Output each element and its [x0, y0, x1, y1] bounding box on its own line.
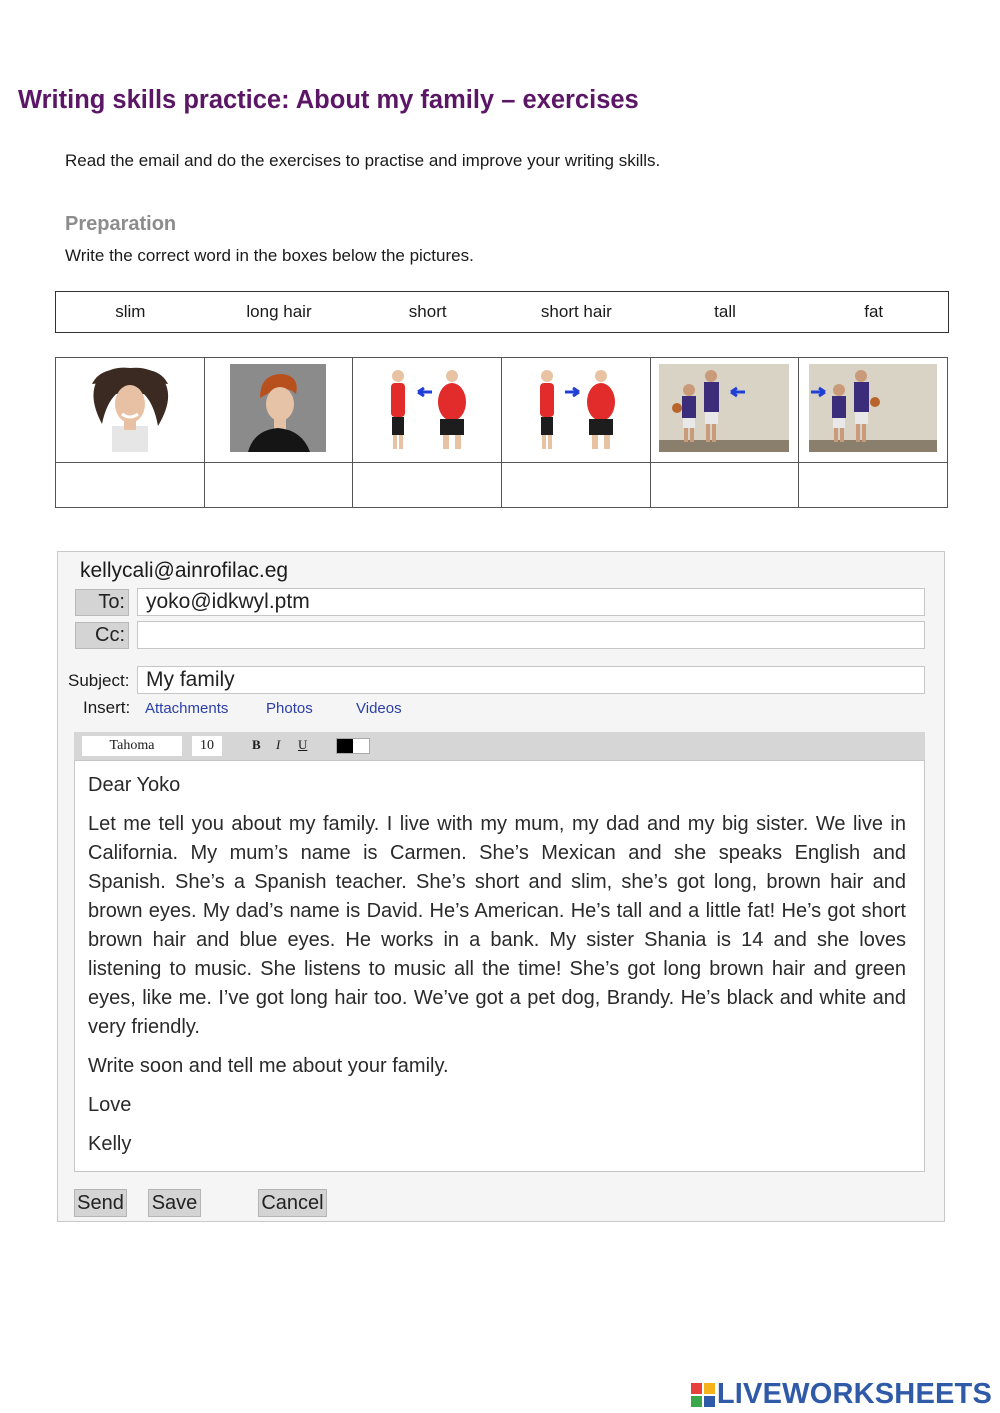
woman-long-hair-photo — [72, 364, 188, 452]
word-bank-item: short — [408, 302, 447, 321]
send-button[interactable]: Send — [74, 1189, 127, 1217]
cancel-button[interactable]: Cancel — [258, 1189, 327, 1217]
logo-icon — [691, 1383, 715, 1407]
insert-videos-link[interactable]: Videos — [356, 700, 402, 717]
insert-attachments-link[interactable]: Attachments — [145, 700, 229, 717]
signoff: Love — [88, 1094, 132, 1116]
word-bank-item: tall — [714, 302, 736, 321]
cc-button[interactable]: Cc: — [75, 622, 129, 649]
answer-input[interactable] — [651, 462, 803, 508]
picture-cell — [650, 358, 799, 463]
insert-label: Insert: — [83, 698, 131, 717]
picture-table — [55, 357, 948, 508]
to-field[interactable]: yoko@idkwyl.ptm — [137, 588, 925, 616]
answer-cell[interactable] — [799, 463, 948, 508]
intro-text: Read the email and do the exercises to practise and improve your writing skills. — [65, 151, 661, 170]
closing-line: Write soon and tell me about your family. — [88, 1055, 449, 1077]
word-bank-item: fat — [864, 302, 884, 321]
answer-cell[interactable] — [650, 463, 799, 508]
underline-button[interactable]: U — [298, 737, 308, 752]
signature: Kelly — [88, 1133, 132, 1155]
liveworksheets-logo — [691, 1378, 992, 1411]
insert-photos-link[interactable]: Photos — [266, 700, 313, 717]
preparation-heading: Preparation — [65, 213, 177, 235]
answer-cell[interactable] — [56, 463, 205, 508]
subject-label: Subject: — [68, 671, 130, 690]
page-title: Writing skills practice: About my family – exercises — [18, 86, 639, 114]
answer-cell[interactable] — [501, 463, 650, 508]
text-color-picker[interactable] — [336, 738, 370, 754]
picture-cell — [56, 358, 205, 463]
color-swatch — [337, 739, 353, 753]
short-arrow-tall-player-photo — [659, 364, 789, 452]
answer-cell[interactable] — [353, 463, 502, 508]
format-toolbar — [74, 732, 925, 760]
email-window — [57, 551, 945, 1222]
logo-text: LIVEWORKSHEETS — [716, 1378, 992, 1410]
word-bank-item: long hair — [246, 302, 312, 321]
font-select[interactable]: Tahoma — [82, 736, 182, 756]
subject-field[interactable]: My family — [137, 666, 925, 694]
bold-button[interactable]: B — [252, 737, 261, 752]
answer-input[interactable] — [353, 462, 505, 508]
answer-input[interactable] — [502, 462, 654, 508]
italic-button[interactable]: I — [276, 737, 281, 752]
answer-input[interactable] — [799, 462, 951, 508]
word-bank — [55, 291, 949, 333]
woman-short-hair-photo — [230, 364, 326, 452]
from-address: kellycali@ainrofilac.eg — [80, 559, 289, 582]
answer-input[interactable] — [56, 462, 208, 508]
answer-cell[interactable] — [204, 463, 353, 508]
preparation-instruction: Write the correct word in the boxes below the pictures. — [65, 246, 474, 265]
short-arrow-tall-player-photo-2 — [809, 364, 937, 452]
word-bank-item: slim — [115, 302, 146, 321]
to-button[interactable]: To: — [75, 589, 129, 616]
body-paragraph: Let me tell you about my family. I live with my mum, my dad and my big sister. We live in California. My mum’s name is Carmen. She’s Mexican and she speaks English and Spanish. She’s a Spanish teacher. She’s short and slim, she’s got long, brown hair and brown eyes. My dad’s name is David. He’s American. He’s tall and a little fat! He’s got short brown hair and blue eyes. He works in a bank. My sister Shania is 14 and she loves listening to music. She listens to music all the time! She’s got long brown hair and green eyes, like me. I’ve got long hair too. We’ve got a pet dog, Brandy. He’s black and white and very friendly. — [88, 813, 906, 1038]
short-arrow-fat-person-photo — [531, 364, 621, 452]
save-button[interactable]: Save — [148, 1189, 201, 1217]
picture-cell — [501, 358, 650, 463]
slim-arrow-fat-person-photo — [382, 364, 472, 452]
word-bank-item: short hair — [540, 302, 612, 321]
picture-cell — [204, 358, 353, 463]
message-body[interactable] — [74, 760, 925, 1172]
answer-input[interactable] — [205, 462, 357, 508]
picture-cell — [353, 358, 502, 463]
cc-field[interactable] — [137, 621, 925, 649]
picture-cell — [799, 358, 948, 463]
font-size-select[interactable]: 10 — [192, 736, 222, 756]
greeting: Dear Yoko — [88, 774, 181, 796]
